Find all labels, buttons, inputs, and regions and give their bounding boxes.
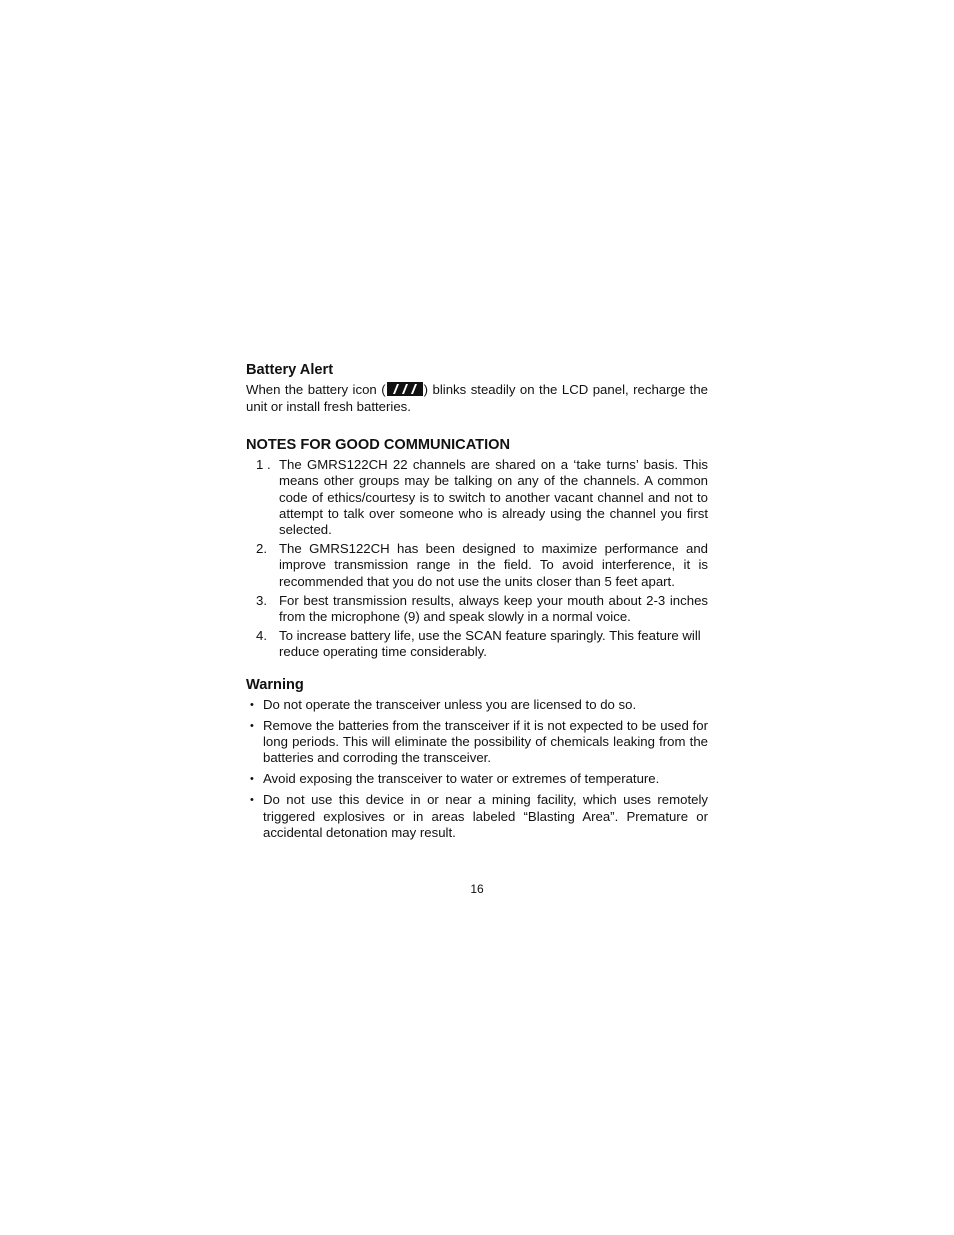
bullet-icon: • [250, 719, 254, 732]
notes-heading: NOTES FOR GOOD COMMUNICATION [246, 437, 511, 453]
list-item: • Do not use this device in or near a mining facility, which uses remotely triggered explosives or in areas labeled “Blasting Area”. Premature or accidental detonation may result. [250, 792, 708, 840]
warning-list [246, 697, 708, 841]
list-item: 3. For best transmission results, always keep your mouth about 2-3 inches from the microphone (9) and speak slowly in a normal voice. [256, 592, 708, 624]
list-item: 2. The GMRS122CH has been designed to maximize performance and improve transmission range in the field. To avoid interference, it is recommended that you do not use the units closer than 5 feet apart. [256, 541, 708, 589]
bullet-icon: • [250, 794, 254, 807]
list-item: 4. To increase battery life, use the SCAN feature sparingly. This feature will reduce operating time considerably. [256, 627, 701, 660]
bullet-icon: • [250, 698, 254, 711]
page-number: 16 [470, 882, 484, 896]
warning-heading: Warning [246, 676, 304, 693]
battery-alert-heading: Battery Alert [246, 362, 334, 378]
list-item: • Do not operate the transceiver unless you are licensed to do so. [250, 696, 637, 712]
notes-list [246, 457, 708, 660]
battery-icon [387, 382, 423, 396]
list-item: • Avoid exposing the transceiver to water or extremes of temperature. [250, 771, 660, 787]
bullet-icon: • [250, 773, 254, 786]
list-item: • Remove the batteries from the transceiver if it is not expected to be used for long periods. This will eliminate the possibility of chemicals leaking from the batteries and corroding the transceiver. [250, 717, 708, 766]
page-content [246, 360, 708, 846]
list-item: 1 . The GMRS122CH 22 channels are shared on a ‘take turns’ basis. This means other groups may be talking on any of the channels. A common code of ethics/courtesy is to switch to another vacant channel and not to attempt to talk over someone who is already using the channel you first selected. [256, 457, 708, 538]
battery-alert-text: When the battery icon ( ) blinks steadily on the LCD panel, recharge the unit or install fresh batteries. [246, 382, 709, 414]
